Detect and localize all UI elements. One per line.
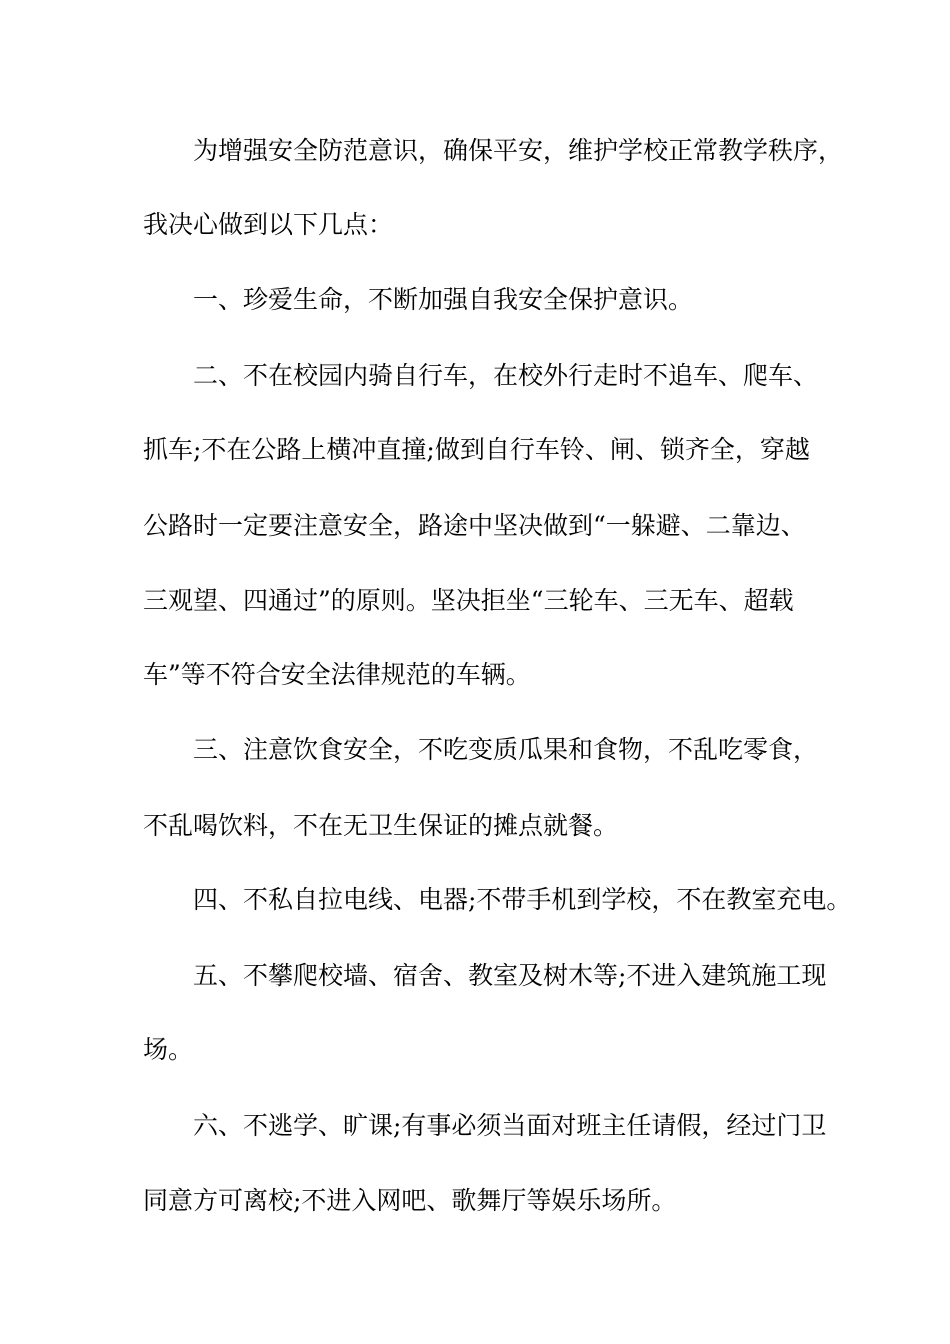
- intro-line-2: 我决心做到以下几点：: [143, 210, 394, 239]
- item-3-line-2: 不乱喝饮料，不在无卫生保证的摊点就餐。: [143, 811, 619, 840]
- item-2-line-3: 公路时一定要注意安全，路途中坚决做到“一躲避、二靠边、: [143, 511, 806, 540]
- item-1-line-1: 一、珍爱生命，不断加强自我安全保护意识。: [193, 285, 694, 314]
- item-3-line-1: 三、注意饮食安全，不吃变质瓜果和食物，不乱吃零食，: [193, 735, 819, 764]
- item-2-line-4: 三观望、四通过”的原则。坚决拒坐“三轮车、三无车、超载: [143, 586, 794, 615]
- item-5-line-2: 场。: [143, 1035, 194, 1064]
- item-6-line-1: 六、不逃学、旷课;有事必须当面对班主任请假，经过门卫: [193, 1111, 827, 1140]
- intro-line-1: 为增强安全防范意识，确保平安，维护学校正常教学秩序，: [193, 136, 844, 165]
- item-6-line-2: 同意方可离校;不进入网吧、歌舞厅等娱乐场所。: [143, 1186, 677, 1215]
- item-2-line-5: 车”等不符合安全法律规范的车辆。: [143, 660, 531, 689]
- item-2-line-2: 抓车;不在公路上横冲直撞;做到自行车铃、闸、锁齐全，穿越: [143, 435, 810, 464]
- item-4-line-1: 四、不私自拉电线、电器;不带手机到学校，不在教室充电。: [193, 885, 852, 914]
- item-2-line-1: 二、不在校园内骑自行车，在校外行走时不追车、爬车、: [193, 361, 819, 390]
- item-5-line-1: 五、不攀爬校墙、宿舍、教室及树木等;不进入建筑施工现: [193, 961, 827, 990]
